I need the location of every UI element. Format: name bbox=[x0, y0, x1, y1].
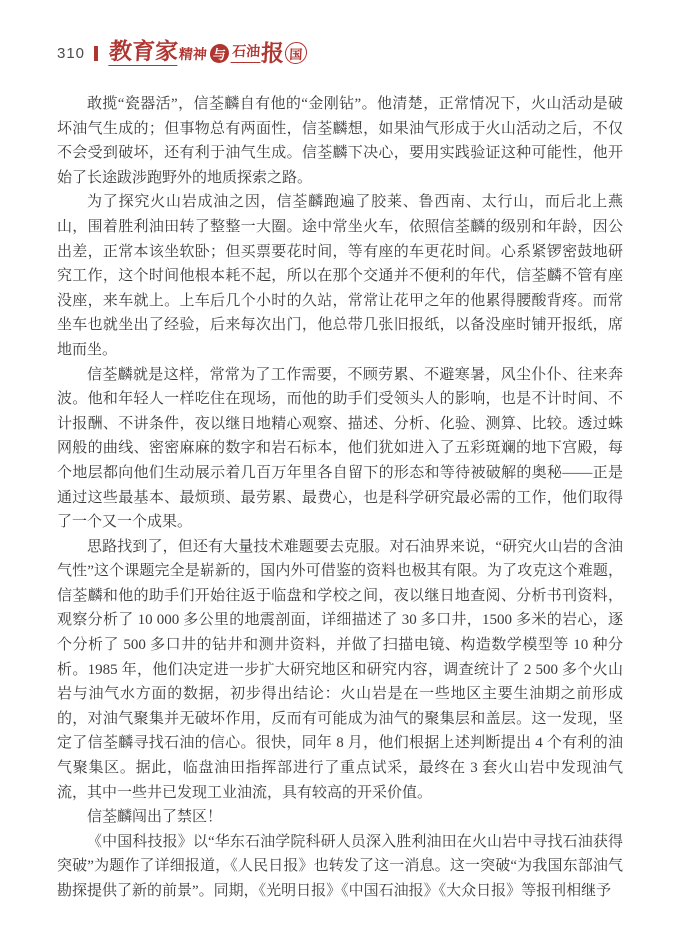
book-title-logo bbox=[108, 40, 307, 66]
book-title-part-petroleum: 石油 bbox=[231, 46, 262, 63]
body-paragraph: 敢揽“瓷器活”，信荃麟自有他的“金刚钻”。他清楚，正常情况下，火山活动是破坏油气生成的；但事物总有两面性，信荃麟想，如果油气形成于火山活动之后，不仅不会受到破坏，还有利于油气生成。信荃麟下决心，要用实践验证这种可能性，他开始了长途跋涉跑野外的地质探索之路。 bbox=[57, 96, 623, 186]
body-paragraph: 信荃麟闯出了禁区！ bbox=[87, 809, 223, 826]
book-title-part-educator: 教育家 bbox=[108, 39, 179, 64]
body-paragraph: 信荃麟就是这样，常常为了工作需要，不顾劳累、不避寒暑，风尘仆仆、往来奔波。他和年轻人一样吃住在现场，而他的助手们受领头人的影响，也是不计时间、不计报酬、不讲条件，夜以继日地精心观察、描述、分析、化验、测算、比较。透过蛛网般的曲线、密密麻麻的数字和岩石标本，他们犹如进入了五彩斑斓的地下宫殿，每个地层都向他们生动展示着几百万年里各自留下的形态和等待被破解的奥秘——正是通过这些最基本、最烦琐、最劳累、最费心，也是科学研究最必需的工作，他们取得了一个又一个成果。 bbox=[57, 366, 623, 531]
page-header bbox=[57, 36, 307, 70]
body-paragraph: 为了探究火山岩成油之因，信荃麟跑遍了胶莱、鲁西南、太行山，而后北上燕山，围着胜利油田转了整整一大圈。途中常坐火车，依照信荃麟的级别和年龄，因公出差，正常本该坐软卧；但买票要花时间，等有座的车更花时间。心系紧锣密鼓地研究工作，这个时间他根本耗不起，所以在那个交通并不便利的年代，信荃麟不管有座没座，来车就上。上车后几个小时的久站，常常让花甲之年的他累得腰酸背疼。而常坐车也就坐出了经验，后来每次出门，他总带几张旧报纸，以备没座时铺开报纸，席地而坐。 bbox=[57, 194, 623, 358]
page-number: 310 bbox=[57, 44, 86, 62]
body-paragraph: 《中国科技报》以“华东石油学院科研人员深入胜利油田在火山岩中寻找石油获得突破”为题作了详细报道，《人民日报》也转发了这一消息。这一突破“为我国东部油气勘探提供了新的前景”。同期，《光明日报》《中国石油报》《大众日报》等报刊相继予 bbox=[57, 833, 623, 899]
page-body bbox=[57, 92, 623, 904]
header-divider-bar bbox=[94, 46, 98, 61]
book-title-part-bao: 报 bbox=[260, 40, 285, 66]
book-title-part-spirit: 精神 bbox=[178, 48, 208, 63]
book-title-circle-yu: 与 bbox=[210, 44, 230, 63]
book-title-circled-guo: 国 bbox=[284, 42, 307, 64]
body-paragraph: 思路找到了，但还有大量技术难题要去克服。对石油界来说，“研究火山岩的含油气性”这个课题完全是崭新的，国内外可借鉴的资料也极其有限。为了攻克这个难题，信荃麟和他的助手们开始往返于临盘和学校之间，夜以继日地查阅、分析书刊资料，观察分析了 10 000 多公里的地震剖面，详细描述了 30 多口井，1500 多米的岩心，逐个分析了 500 多口井的钻井和测井资料，并做了扫描电镜、构造数学模型等 10 种分析。1985 年，他们决定进一步扩大研究地区和研究内容，调查统计了 2 500 多个火山岩与油气水方面的数据，初步得出结论：火山岩是在一些地区主要生油期之前形成的，对油气聚集并无破坏作用，反而有可能成为油气的聚集层和盖层。这一发现，坚定了信荃麟寻找石油的信心。很快，同年 8 月，他们根据上述判断提出 4 个有利的油气聚集区。据此，临盘油田指挥部进行了重点试采，最终在 3 套火山岩中发现油气流，其中一些井已发现工业油流，具有较高的开采价值。 bbox=[57, 538, 623, 801]
